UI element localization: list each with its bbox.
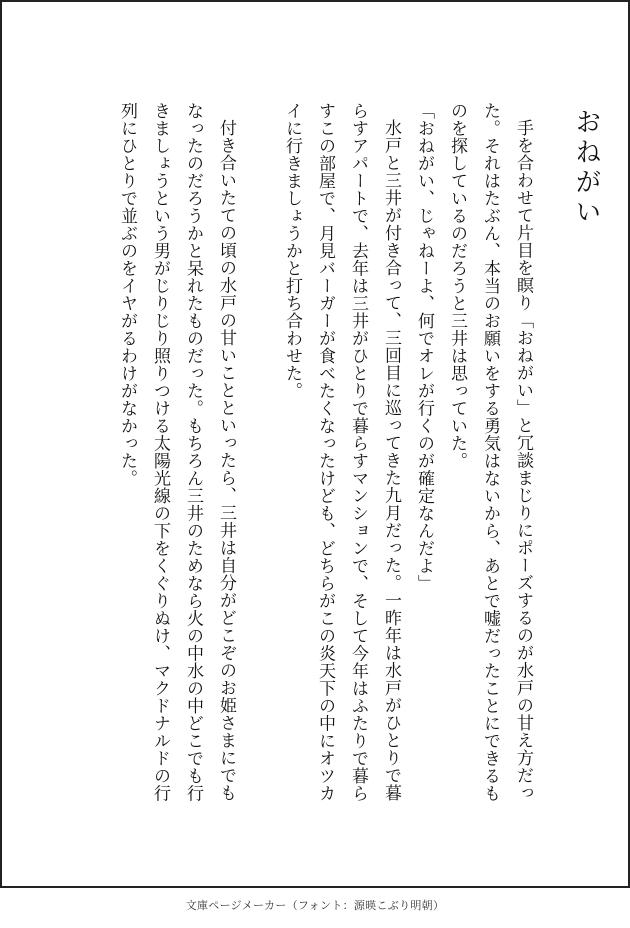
paragraph-1: 手を合わせて片目を瞑り「おねがい」と冗談まじりにポーズするのが水戸の甘え方だった。それはたぶん、本当のお願いをする勇気はないから、あとで嘘だったことにできるものを探しているのだろうと三井は思っていた。 <box>447 102 533 802</box>
footer-credit: 文庫ページメーカー（フォント：源暎こぶり明朝） <box>185 899 445 912</box>
paragraph-4: 付き合いたての頃の水戸の甘いことといったら、三井は自分がどこぞのお姫さまにでもなったのだろうかと呆れたものだった。もちろん三井のためなら火の中水の中どこでも行きましょうという男がじりじり照りつける太陽光線の下をくぐりぬけ、マクドナルドの行列にひとりで並ぶのをイヤがるわけがなかった。 <box>117 102 236 802</box>
blank-line <box>242 102 275 802</box>
paragraph-dialogue: 「おねがい、じゃねーよ、何でオレが行くのが確定なんだよ」 <box>414 102 434 592</box>
story-title: おねがい <box>571 108 601 228</box>
paragraph-3: 水戸と三井が付き合って、三回目に巡ってきた九月だった。一昨年は水戸がひとりで暮らすアパートで、去年は三井がひとりで暮らすマンションで、そして今年はふたりで暮らすこの部屋で、月見バーガーが食べたくなったけども、どちらがこの炎天下の中にオツカイに行きましょうかと打ち合わせた。 <box>282 102 401 802</box>
vertical-text-body <box>82 102 602 802</box>
